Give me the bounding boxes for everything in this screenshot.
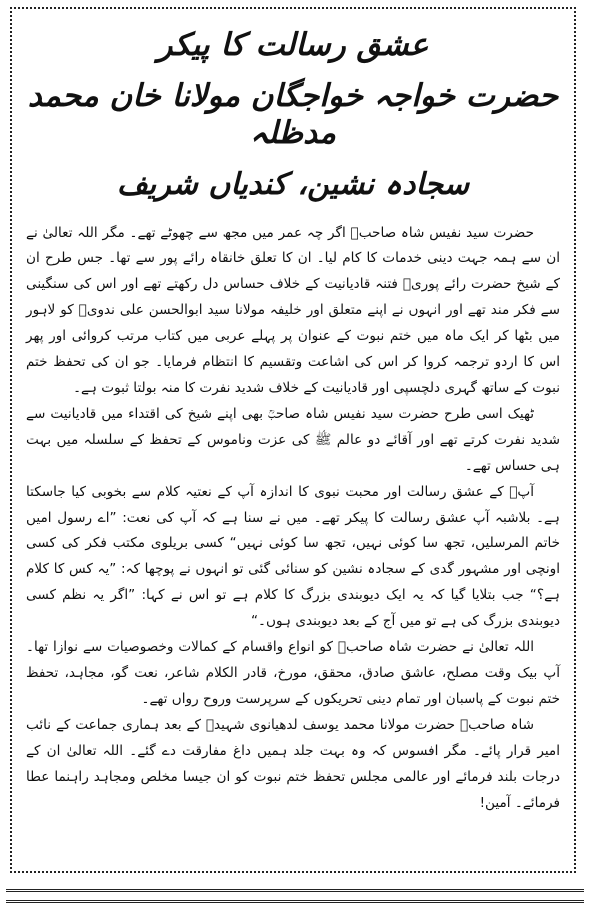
article-frame: [10, 7, 576, 873]
paragraph-2: ٹھیک اسی طرح حضرت سید نفیس شاہ صاحبؒ بھی اپنے شیخ کی اقتداء میں قادیانیت سے شدید نفرت کرتے تھے اور آقائے دو عالم ﷺ کی عزت وناموس کے تحفظ کے سلسلہ میں بہت ہی حساس تھے۔: [26, 405, 560, 474]
paragraph-1: حضرت سید نفیس شاہ صاحبؒ اگر چہ عمر میں مجھ سے چھوٹے تھے۔ مگر اللہ تعالیٰ نے ان سے ہمہ جہت دینی خدمات کا کام لیا۔ ان کا تعلق خانقاہ رائے پور سے تھا۔ جس طرح ان کے شیخ حضرت رائے پوریؒ فتنہ قادیانیت کے خلاف حساس دل رکھتے تھے اور اس کی سنگینی سے فکر مند تھے اور انہوں نے اپنے متعلق اور خلیفہ مولانا سید ابوالحسن علی ندویؒ کو لاہور میں بٹھا کر ایک ماہ میں ختم نبوت کے عنوان پر پہلے عربی میں کتاب مرتب کروائی اور پھر اس کا اردو ترجمہ کروا کر اس کی اشاعت وتقسیم کا انتظام فرمایا۔ جو ان کی تحفظ ختم نبوت کے ساتھ گہری دلچسپی اور قادیانیت کے خلاف شدید نفرت کا منہ بولتا ثبوت ہے۔: [26, 224, 560, 396]
article-title: عشق رسالت کا پیکر: [157, 27, 429, 63]
paragraph-4: اللہ تعالیٰ نے حضرت شاہ صاحبؒ کو انواع واقسام کے کمالات وخصوصیات سے نوازا تھا۔ آپ بیک وقت مصلح، عاشق صادق، محقق، مورخ، قادر الکلام شاعر، نعت گو، مجاہد، تحفظ ختم نبوت کے پاسبان اور تمام دینی تحریکوں کے سرپرست وروح رواں تھے۔: [26, 639, 560, 707]
article-header: [12, 27, 574, 203]
author-name: حضرت خواجہ خواجگان مولانا خان محمد مدظلہ: [27, 78, 559, 152]
footer-divider: [6, 889, 584, 903]
author-location: سجادہ نشین، کندیاں شریف: [116, 166, 470, 202]
article-body: [12, 221, 574, 817]
paragraph-3: آپؒ کے عشق رسالت اور محبت نبوی کا اندازہ آپ کے نعتیہ کلام سے بخوبی کیا جاسکتا ہے۔ بلاشبہ آپ عشق رسالت کا پیکر تھے۔ میں نے سنا ہے کہ آپ کی نعت: ”اے رسول امیں خاتم المرسلیں، تجھ سا کوئی نہیں، تجھ سا کوئی نہیں“ کسی بریلوی مکتب فکر کی کسی اونچی اور مشہور گدی کے سجادہ نشین کو سنائی گئی تو انہوں نے پوچھا کہ: ”یہ کس کا کلام ہے؟“ جب بتلایا گیا کہ یہ ایک دیوبندی بزرگ کا کلام ہے تو اس نے کہا: ”اگر یہ نظم کسی دیوبندی بزرگ کی ہے تو میں آج کے بعد دیوبندی ہوں۔“: [26, 483, 560, 630]
paragraph-5: شاہ صاحبؒ حضرت مولانا محمد یوسف لدھیانوی شہیدؒ کے بعد ہماری جماعت کے نائب امیر قرار پائے۔ مگر افسوس کہ وہ بہت جلد ہمیں داغ مفارقت دے گئے۔ اللہ تعالیٰ ان کے درجات بلند فرمائے اور عالمی مجلس تحفظ ختم نبوت کو ان جیسا مخلص ومجاہد راہنما عطا فرمائے۔ آمین!: [26, 716, 560, 811]
